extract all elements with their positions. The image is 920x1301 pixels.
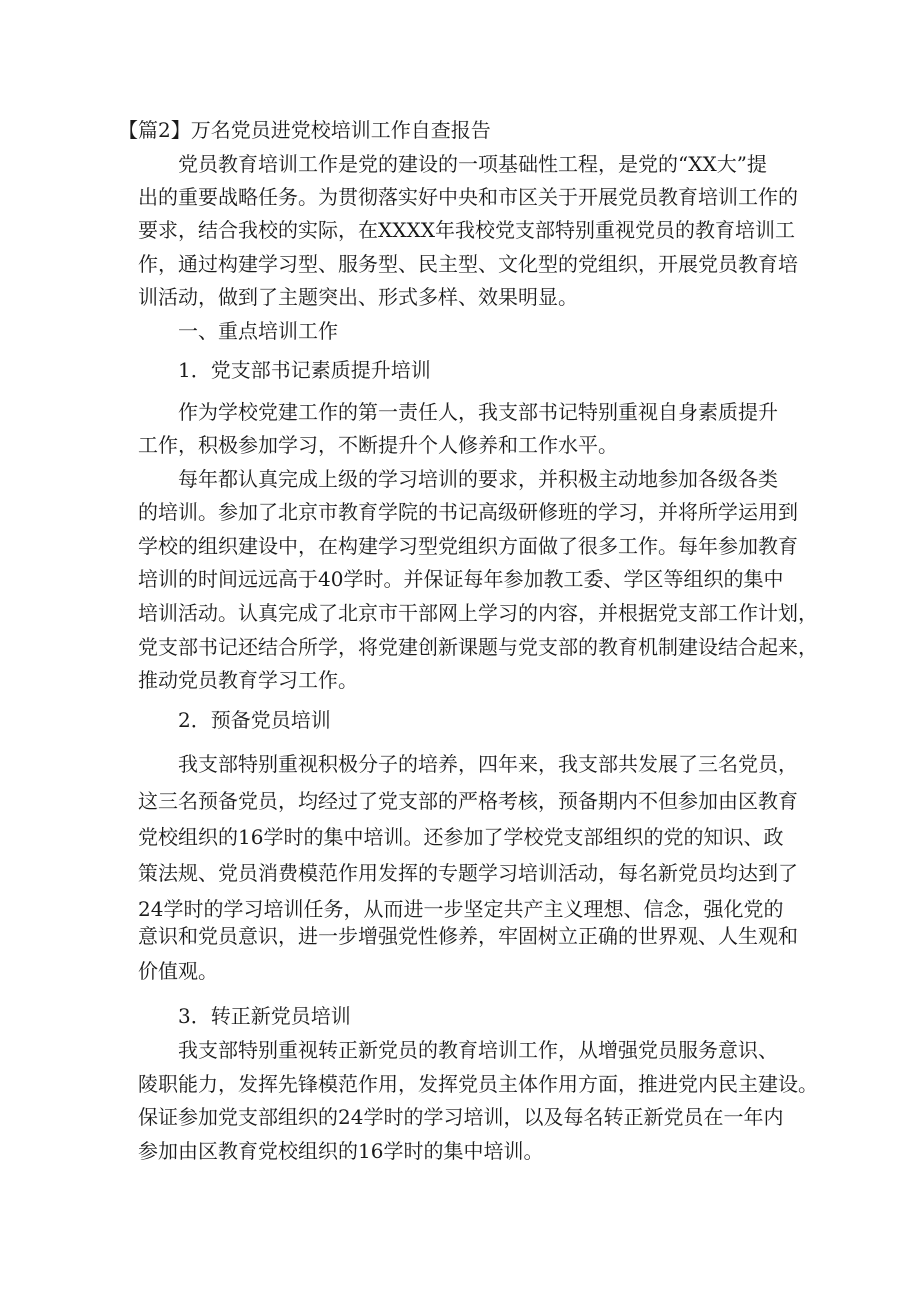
item1-para1-line: 作为学校党建工作的第一责任人，我支部书记特别重视自身素质提升 [178, 400, 778, 424]
item1-para1-line: 工作，积极参加学习，不断提升个人修养和工作水平。 [138, 433, 618, 457]
item2-para-line: 24学时的学习培训任务，从而进一步坚定共产主义理想、信念，强化党的 [138, 897, 784, 921]
item1-para2-line: 培训活动。认真完成了北京市干部网上学习的内容，并根据党支部工作计划， [138, 601, 818, 625]
intro-line: 党员教育培训工作是党的建设的一项基础性工程，是党的“XX大”提 [178, 152, 767, 176]
item1-heading: 1．党支部书记素质提升培训 [178, 358, 431, 382]
item2-para-line: 价值观。 [138, 959, 218, 983]
item1-para2-line: 培训的时间远远高于40学时。并保证每年参加教工委、学区等组织的集中 [138, 567, 784, 591]
item3-para-line: 参加由区教育党校组织的16学时的集中培训。 [138, 1139, 544, 1163]
item2-para-line: 意识和党员意识，进一步增强党性修养，牢固树立正确的世界观、人生观和 [138, 924, 798, 948]
item1-para2-line: 推动党员教育学习工作。 [138, 668, 358, 692]
item3-para-line: 我支部特别重视转正新党员的教育培训工作，从增强党员服务意识、 [178, 1038, 778, 1062]
item2-para-line: 这三名预备党员，均经过了党支部的严格考核，预备期内不但参加由区教育 [138, 789, 798, 813]
intro-line: 要求，结合我校的实际，在XXXX年我校党支部特别重视党员的教育培训工 [138, 218, 795, 242]
item3-para-line: 陵职能力，发挥先锋模范作用，发挥党员主体作用方面，推进党内民主建设。 [138, 1072, 818, 1096]
item3-heading: 3．转正新党员培训 [178, 1004, 351, 1028]
document-title: 【篇2】万名党员进党校培训工作自查报告 [118, 118, 491, 142]
item2-para-line: 党校组织的16学时的集中培训。还参加了学校党支部组织的党的知识、政 [138, 825, 784, 849]
section-heading: 一、重点培训工作 [178, 319, 338, 343]
item2-para-line: 策法规、党员消费模范作用发挥的专题学习培训活动，每名新党员均达到了 [138, 861, 798, 885]
item1-para2-line: 学校的组织建设中，在构建学习型党组织方面做了很多工作。每年参加教育 [138, 534, 798, 558]
item3-para-line: 保证参加党支部组织的24学时的学习培训，以及每名转正新党员在一年内 [138, 1105, 784, 1129]
intro-line: 训活动，做到了主题突出、形式多样、效果明显。 [138, 285, 578, 309]
item2-para-line: 我支部特别重视积极分子的培养，四年来，我支部共发展了三名党员， [178, 752, 798, 776]
item2-heading: 2．预备党员培训 [178, 708, 331, 732]
intro-line: 出的重要战略任务。为贯彻落实好中央和市区关于开展党员教育培训工作的 [138, 185, 798, 209]
item1-para2-line: 的培训。参加了北京市教育学院的书记高级研修班的学习，并将所学运用到 [138, 500, 798, 524]
item1-para2-line: 每年都认真完成上级的学习培训的要求，并积极主动地参加各级各类 [178, 467, 778, 491]
intro-line: 作，通过构建学习型、服务型、民主型、文化型的党组织，开展党员教育培 [138, 252, 798, 276]
item1-para2-line: 党支部书记还结合所学，将党建创新课题与党支部的教育机制建设结合起来， [138, 635, 818, 659]
